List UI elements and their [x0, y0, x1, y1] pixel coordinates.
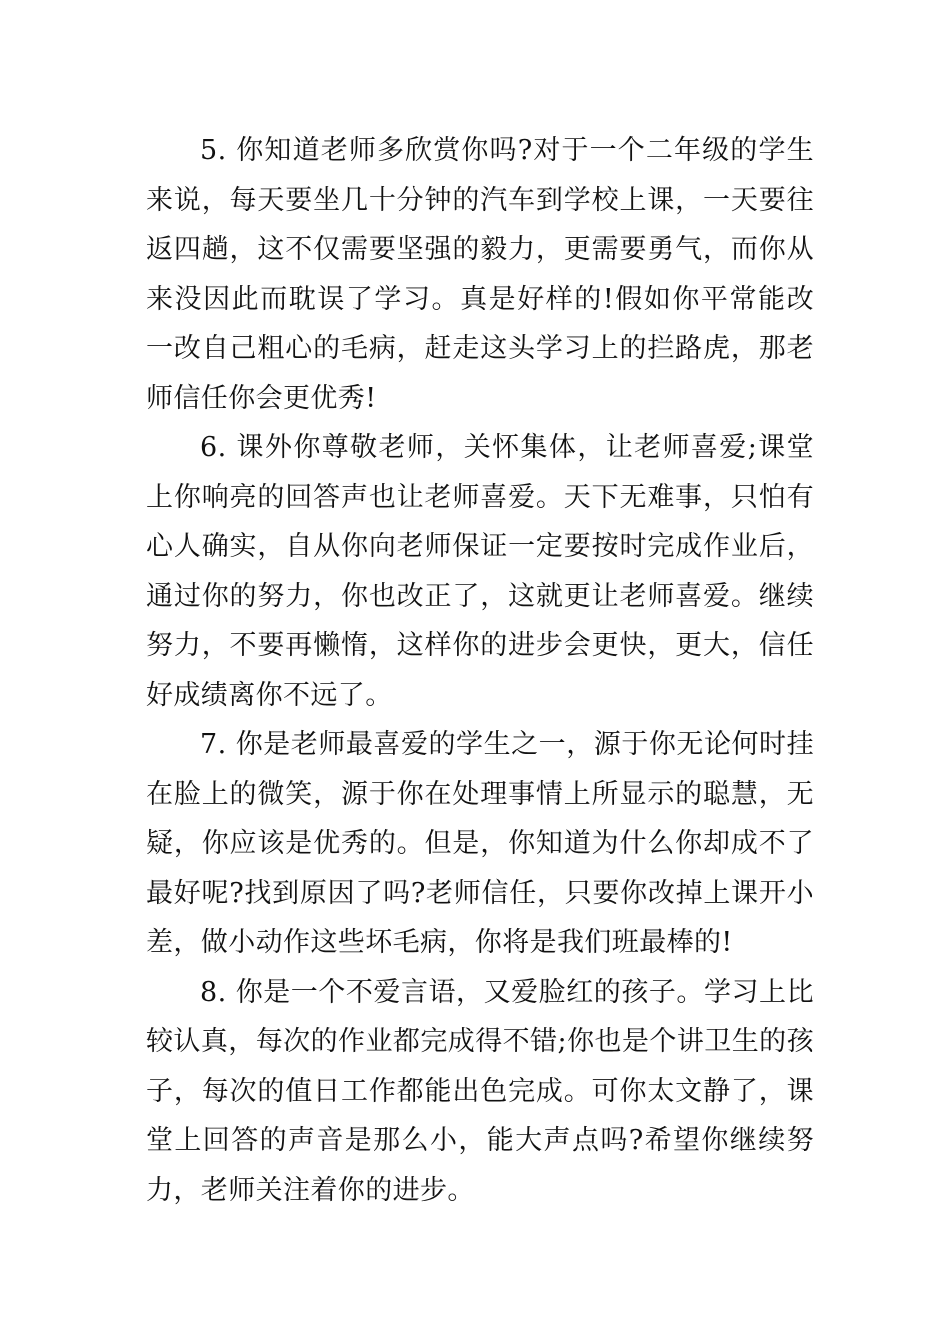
- paragraph-7: 7. 你是老师最喜爱的学生之一，源于你无论何时挂在脸上的微笑，源于你在处理事情上所显示的聪慧，无疑，你应该是优秀的。但是，你知道为什么你却成不了最好呢?找到原因了吗?老师信任，只要你改掉上课开小差，做小动作这些坏毛病，你将是我们班最棒的!: [146, 729, 814, 958]
- paragraph-6: 6. 课外你尊敬老师，关怀集体，让老师喜爱;课堂上你响亮的回答声也让老师喜爱。天下无难事，只怕有心人确实，自从你向老师保证一定要按时完成作业后，通过你的努力，你也改正了，这就更让老师喜爱。继续努力，不要再懒惰，这样你的进步会更快，更大，信任好成绩离你不远了。: [146, 432, 814, 711]
- paragraph-8: 8. 你是一个不爱言语，又爱脸红的孩子。学习上比较认真，每次的作业都完成得不错;你也是个讲卫生的孩子，每次的值日工作都能出色完成。可你太文静了，课堂上回答的声音是那么小，能大声点吗?希望你继续努力，老师关注着你的进步。: [146, 976, 814, 1206]
- paragraph-5: 5. 你知道老师多欣赏你吗?对于一个二年级的学生来说，每天要坐几十分钟的汽车到学校上课，一天要往返四趟，这不仅需要坚强的毅力，更需要勇气，而你从来没因此而耽误了学习。真是好样的!假如你平常能改一改自己粗心的毛病，赶走这头学习上的拦路虎，那老师信任你会更优秀!: [146, 135, 814, 414]
- document-body: [146, 126, 814, 1215]
